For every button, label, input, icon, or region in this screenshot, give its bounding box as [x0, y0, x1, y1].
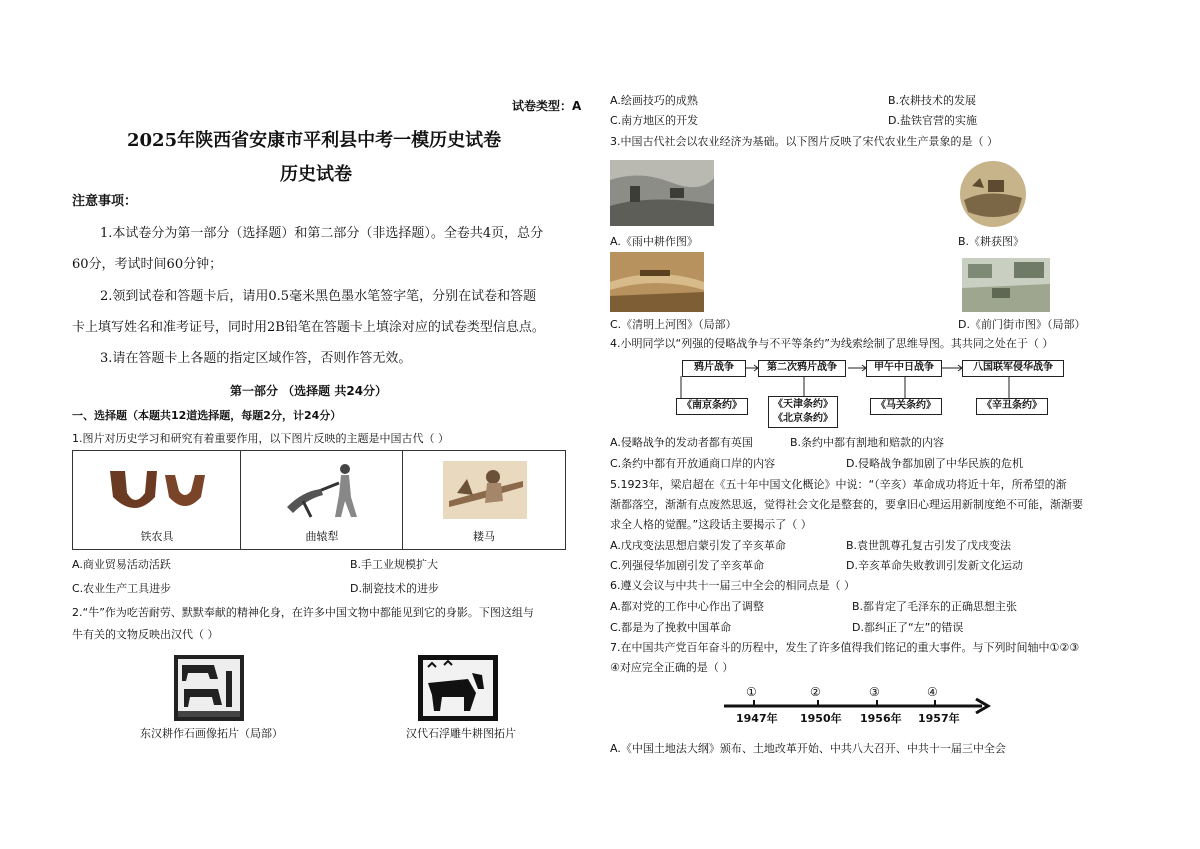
- q2-stem: 2.“牛”作为吃苦耐劳、默默奉献的精神化身，在许多中国文物中都能见到它的身影。下图这组与: [72, 606, 534, 619]
- q1-option-b: B.手工业规模扩大: [350, 558, 439, 571]
- q6-option-b: B.都肯定了毛泽东的正确思想主张: [852, 600, 1018, 613]
- q4-option-d: D.侵略战争都加剧了中华民族的危机: [846, 457, 1023, 470]
- q1-cell-2: [241, 451, 403, 549]
- q7-marker-4: ④: [927, 685, 938, 699]
- curved-plow-image: [283, 461, 367, 521]
- stone-rubbing-image-1: [174, 655, 244, 721]
- q1-option-a: A.商业贸易活动活跃: [72, 558, 171, 571]
- q2-option-d: D.盐铁官营的实施: [888, 114, 977, 127]
- notice-item-2: 2.领到试卷和答题卡后，请用0.5毫米黑色墨水笔签字笔，分别在试卷和答题: [100, 289, 537, 304]
- q7-stem-cont: ④对应完全正确的是（ ）: [610, 661, 734, 674]
- q1-option-d: D.制瓷技术的进步: [350, 582, 439, 595]
- notice-item-1-cont: 60分，考试时间60分钟；: [72, 257, 223, 272]
- q1-stem: 1.图片对历史学习和研究有着重要作用，以下图片反映的主题是中国古代（ ）: [72, 432, 449, 445]
- q7-marker-2: ②: [810, 685, 821, 699]
- q4-option-b: B.条约中都有割地和赔款的内容: [790, 436, 945, 449]
- q5-stem-cont-1: 渐都落空，渐渐有点废然思返，觉得社会文化是整套的，要拿旧心理运用新制度绝不可能，渐渐要: [610, 498, 1083, 511]
- q4-stem: 4.小明同学以“列强的侵略战争与不平等条约”为线索绘制了思维导图。其共同之处在于（ ）: [610, 337, 1054, 350]
- q2-caption-1: 东汉耕作石画像拓片（局部）: [140, 727, 283, 740]
- q4-war-3: 甲午中日战争: [866, 360, 942, 377]
- q3-option-d: D.《前门街市图》（局部）: [958, 318, 1086, 331]
- q4-option-c: C.条约中都有开放通商口岸的内容: [610, 457, 776, 470]
- q7-marker-1: ①: [746, 685, 757, 699]
- notice-item-3: 3.请在答题卡上各题的指定区域作答，否则作答无效。: [100, 351, 412, 366]
- q5-stem: 5.1923年，梁启超在《五十年中国文化概论》中说：“（辛亥）革命成功将近十年，所希望的渐: [610, 478, 1067, 491]
- q7-year-1: 1947年: [736, 712, 778, 725]
- painting-qianmen: [962, 258, 1050, 312]
- q7-stem: 7.在中国共产党百年奋斗的历程中，发生了许多值得我们铭记的重大事件。与下列时间轴中①②③: [610, 641, 1080, 654]
- q2-option-a: A.绘画技巧的成熟: [610, 94, 698, 107]
- q7-option-a: A.《中国土地法大纲》颁布、土地改革开始、中共八大召开、中共十一届三中全会: [610, 742, 1006, 755]
- q4-treaty-3: 《北京条约》: [773, 413, 833, 424]
- q4-treaty-5: 《辛丑条约》: [976, 398, 1048, 415]
- q1-caption-3: 耧马: [473, 530, 495, 543]
- part1-heading: 第一部分 （选择题 共24分）: [230, 384, 388, 398]
- q4-treaty-4: 《马关条约》: [870, 398, 942, 415]
- q7-year-3: 1956年: [860, 712, 902, 725]
- page-title: 2025年陕西省安康市平利县中考一模历史试卷: [127, 130, 502, 151]
- q1-option-c: C.农业生产工具进步: [72, 582, 172, 595]
- q1-caption-2: 曲辕犁: [305, 530, 339, 543]
- seeder-image: [443, 461, 527, 519]
- notice-heading: 注意事项：: [72, 194, 138, 209]
- q4-war-2: 第二次鸦片战争: [758, 360, 846, 377]
- q1-cell-3: [403, 451, 565, 549]
- q6-option-a: A.都对党的工作中心作出了调整: [610, 600, 764, 613]
- painting-rain-farming: [610, 160, 714, 226]
- q2-option-c: C.南方地区的开发: [610, 114, 699, 127]
- q1-cell-1: [73, 451, 241, 549]
- notice-item-2-cont: 卡上填写姓名和准考证号，同时用2B铅笔在答题卡上填涂对应的试卷类型信息点。: [72, 320, 545, 335]
- q4-treaty-2: 《天津条约》: [773, 399, 833, 410]
- q3-stem: 3.中国古代社会以农业经济为基础。以下图片反映了宋代农业生产景象的是（ ）: [610, 135, 998, 148]
- q5-stem-cont-2: 求全人格的觉醒。”这段话主要揭示了（ ）: [610, 518, 812, 531]
- q4-option-a: A.侵略战争的发动者都有英国: [610, 436, 753, 449]
- q6-option-d: D.都纠正了“左”的错误: [852, 621, 964, 634]
- q6-stem: 6.遵义会议与中共十一届三中全会的相同点是（ ）: [610, 579, 855, 592]
- page-subtitle: 历史试卷: [280, 164, 352, 185]
- q5-option-d: D.辛亥革命失败教训引发新文化运动: [846, 559, 1023, 572]
- q3-option-b: B.《耕获图》: [958, 235, 1025, 248]
- q7-year-4: 1957年: [918, 712, 960, 725]
- q2-option-b: B.农耕技术的发展: [888, 94, 977, 107]
- q2-stem-cont: 牛有关的文物反映出汉代（ ）: [72, 628, 219, 641]
- painting-qingming: [610, 252, 704, 312]
- q3-option-a: A.《雨中耕作图》: [610, 235, 698, 248]
- iron-tools-image: [105, 467, 210, 515]
- q5-option-c: C.列强侵华加剧引发了辛亥革命: [610, 559, 765, 572]
- q5-option-b: B.袁世凯尊孔复古引发了戊戌变法: [846, 539, 1012, 552]
- paper-type: 试卷类型：A: [512, 99, 582, 113]
- q4-treaty-1: 《南京条约》: [676, 398, 748, 415]
- q6-option-c: C.都是为了挽救中国革命: [610, 621, 732, 634]
- q4-treaty-group-2: [768, 396, 838, 428]
- q1-caption-1: 铁农具: [140, 530, 174, 543]
- q5-option-a: A.戊戌变法思想启蒙引发了辛亥革命: [610, 539, 786, 552]
- q4-war-4: 八国联军侵华战争: [962, 360, 1064, 377]
- q3-option-c: C.《清明上河图》（局部）: [610, 318, 737, 331]
- notice-item-1: 1.本试卷分为第一部分（选择题）和第二部分（非选择题）。全卷共4页，总分: [100, 226, 544, 241]
- q7-marker-3: ③: [869, 685, 880, 699]
- q1-image-table: [72, 450, 566, 550]
- stone-rubbing-image-2: [418, 655, 498, 721]
- q7-year-2: 1950年: [800, 712, 842, 725]
- q2-caption-2: 汉代石浮雕牛耕图拓片: [406, 727, 516, 740]
- section-heading: 一、选择题（本题共12道选择题，每题2分，计24分）: [72, 409, 342, 422]
- painting-harvest: [958, 160, 1028, 228]
- q4-war-1: 鸦片战争: [682, 360, 746, 377]
